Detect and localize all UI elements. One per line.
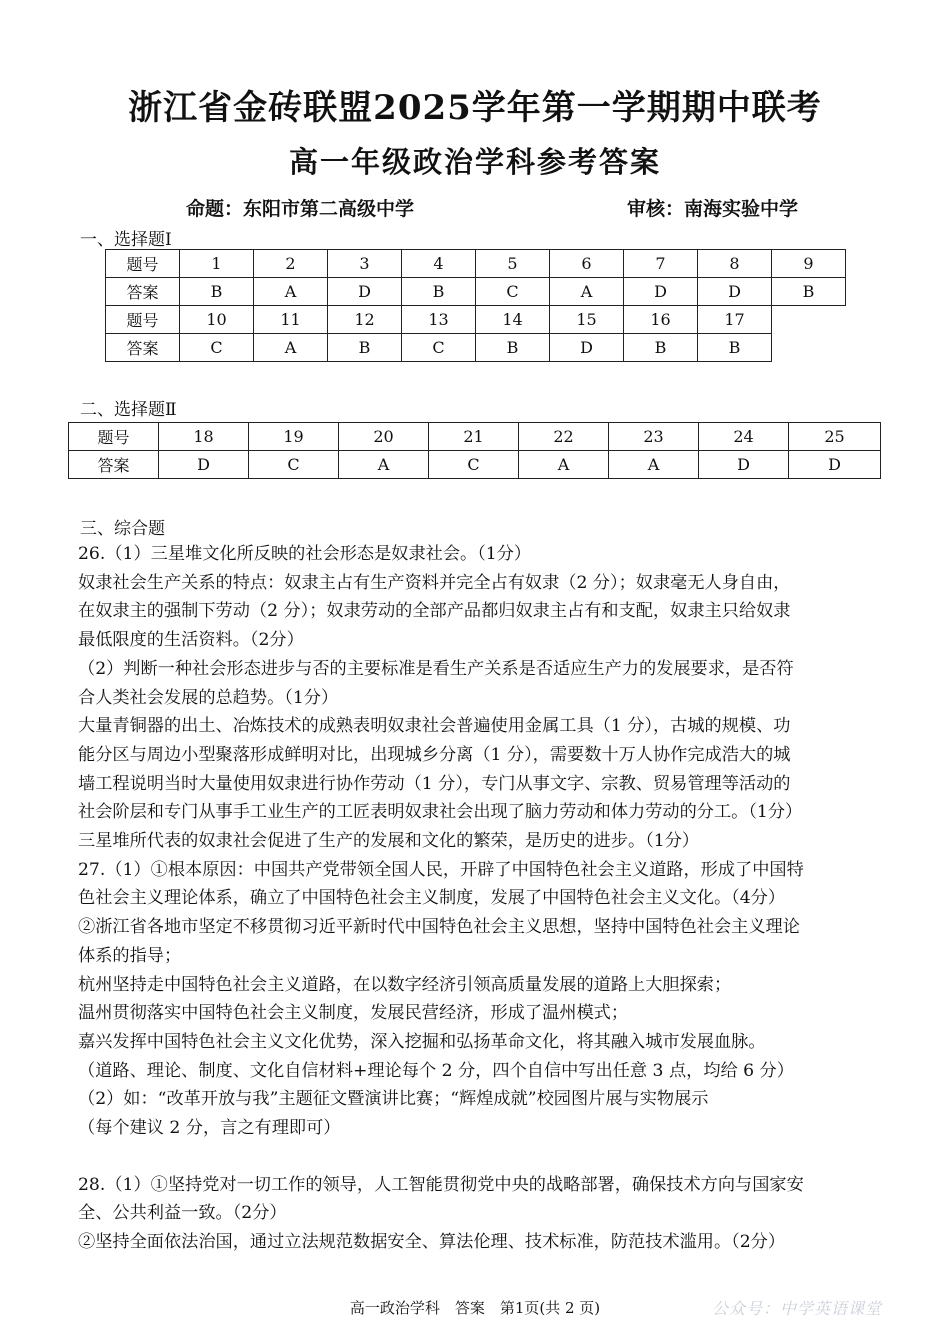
table-row [106,250,846,278]
table-cell: 18 [159,423,249,451]
table-cell: 9 [772,250,846,278]
row-header-cell: 题号 [106,250,180,278]
table-cell: 2 [254,250,328,278]
table-cell: D [624,278,698,306]
answer-line: 全、公共利益一致。（2分） [78,1203,287,1224]
section2-heading: 二、选择题Ⅱ [80,400,177,420]
table-cell: 16 [624,306,698,334]
answer-line: 在奴隶主的强制下劳动（2 分）；奴隶劳动的全部产品都归奴隶主占有和支配，奴隶主只给奴隶 [78,601,791,622]
table-cell: 6 [550,250,624,278]
answer-line: 26.（1）三星堆文化所反映的社会形态是奴隶社会。（1分） [78,544,532,564]
table-cell: 13 [402,306,476,334]
table-cell: D [789,451,881,479]
answer-line: 嘉兴发挥中国特色社会主义文化优势，深入挖掘和弘扬革命文化，将其融入城市发展血脉。 [78,1031,766,1052]
answer-line: 大量青铜器的出土、冶炼技术的成熟表明奴隶社会普遍使用金属工具（1 分），古城的规模、功 [78,716,791,737]
answer-line: ②坚持全面依法治国，通过立法规范数据安全、算法伦理、技术标准，防范技术滥用。（2分） [78,1232,786,1253]
page-footer: 高一政治学科 答案 第1页(共 2 页) [349,1299,601,1317]
table-cell: 22 [519,423,609,451]
table-row [106,306,846,334]
table-cell: C [402,334,476,362]
reviewer-credit: 审核：南海实验中学 [627,198,799,220]
table-cell [772,306,846,334]
table-cell: A [550,278,624,306]
table-cell: B [180,278,254,306]
answer-line: ②浙江省各地市坚定不移贯彻习近平新时代中国特色社会主义思想，坚持中国特色社会主义理论 [78,917,800,938]
row-header-cell: 题号 [69,423,159,451]
table-cell: 20 [339,423,429,451]
table-row [106,334,846,362]
table-cell: 14 [476,306,550,334]
table-cell: 12 [328,306,402,334]
table-cell: C [180,334,254,362]
table-row [106,278,846,306]
row-header-cell: 答案 [106,278,180,306]
answer-line: 28.（1）①坚持党对一切工作的领导，人工智能贯彻党中央的战略部署，确保技术方向与国家安 [78,1174,804,1195]
answer-line: 能分区与周边小型聚落形成鲜明对比，出现城乡分离（1 分），需要数十万人协作完成浩大的城 [78,744,791,765]
answer-line: （2）如：“改革开放与我”主题征文暨演讲比赛；“辉煌成就”校园图片展与实物展示 [78,1089,709,1110]
table-cell: D [159,451,249,479]
section2-answer-table [68,422,881,479]
section1-heading: 一、选择题Ⅰ [80,230,172,250]
table-cell: 21 [429,423,519,451]
table-cell: 11 [254,306,328,334]
watermark: 公众号：中学英语课堂 [711,1299,882,1318]
answer-line: 奴隶社会生产关系的特点：奴隶主占有生产资料并完全占有奴隶（2 分）；奴隶毫无人身自由， [78,572,791,593]
table-cell: 4 [402,250,476,278]
answer-body [78,540,878,1257]
row-header-cell: 题号 [106,306,180,334]
table-cell: 15 [550,306,624,334]
answer-line: （2）判断一种社会形态进步与否的主要标准是看生产关系是否适应生产力的发展要求，是否符 [78,658,794,679]
table-cell: 19 [249,423,339,451]
answer-line: 体系的指导； [78,945,182,966]
table-cell: B [698,334,772,362]
answer-line: （道路、理论、制度、文化自信材料+理论每个 2 分，四个自信中写出任意 3 点，均给 6 分） [78,1060,794,1081]
table-cell: 17 [698,306,772,334]
table-cell: A [254,278,328,306]
table-cell: C [249,451,339,479]
table-cell: B [772,278,846,306]
table-cell: A [609,451,699,479]
table-cell: D [550,334,624,362]
table-cell: D [699,451,789,479]
answer-line: （每个建议 2 分，言之有理即可） [78,1118,341,1139]
row-header-cell: 答案 [69,451,159,479]
table-cell: A [519,451,609,479]
table-cell: 7 [624,250,698,278]
answer-line: 墙工程说明当时大量使用奴隶进行协作劳动（1 分），专门从事文字、宗教、贸易管理等活动的 [78,773,791,794]
table-cell: A [254,334,328,362]
table-cell: 8 [698,250,772,278]
row-header-cell: 答案 [106,334,180,362]
table-cell: 3 [328,250,402,278]
table-cell: B [328,334,402,362]
section1-answer-table [105,249,846,362]
table-cell: 24 [699,423,789,451]
answer-line: 最低限度的生活资料。（2分） [78,630,304,651]
table-cell: 23 [609,423,699,451]
table-cell: B [476,334,550,362]
answer-line: 27.（1）①根本原因：中国共产党带领全国人民，开辟了中国特色社会主义道路，形成了中国特 [78,859,804,880]
section3-heading: 三、综合题 [80,519,165,539]
table-row [69,451,881,479]
answer-line: 温州贯彻落实中国特色社会主义制度，发展民营经济，形成了温州模式； [78,1003,629,1024]
answer-line: 合人类社会发展的总趋势。（1分） [78,687,339,708]
table-cell: B [402,278,476,306]
table-cell: 10 [180,306,254,334]
table-cell: C [429,451,519,479]
table-cell: 1 [180,250,254,278]
spacer [78,1143,878,1171]
answer-line: 杭州坚持走中国特色社会主义道路，在以数字经济引领高质量发展的道路上大胆探索； [78,974,732,995]
answer-line: 色社会主义理论体系，确立了中国特色社会主义制度，发展了中国特色社会主义文化。（4分） [78,888,786,909]
table-cell: 5 [476,250,550,278]
author-credit: 命题：东阳市第二高级中学 [186,198,415,220]
answer-line: 三星堆所代表的奴隶社会促进了生产的发展和文化的繁荣，是历史的进步。（1分） [78,831,700,852]
table-cell: D [698,278,772,306]
table-cell: D [328,278,402,306]
exam-title: 浙江省金砖联盟2025学年第一学期期中联考 [128,88,822,128]
exam-subtitle: 高一年级政治学科参考答案 [288,145,661,179]
table-row [69,423,881,451]
table-cell: A [339,451,429,479]
table-cell: B [624,334,698,362]
table-cell [772,334,846,362]
table-cell: 25 [789,423,881,451]
answer-line: 社会阶层和专门从事手工业生产的工匠表明奴隶社会出现了脑力劳动和体力劳动的分工。（1分） [78,802,803,823]
table-cell: C [476,278,550,306]
